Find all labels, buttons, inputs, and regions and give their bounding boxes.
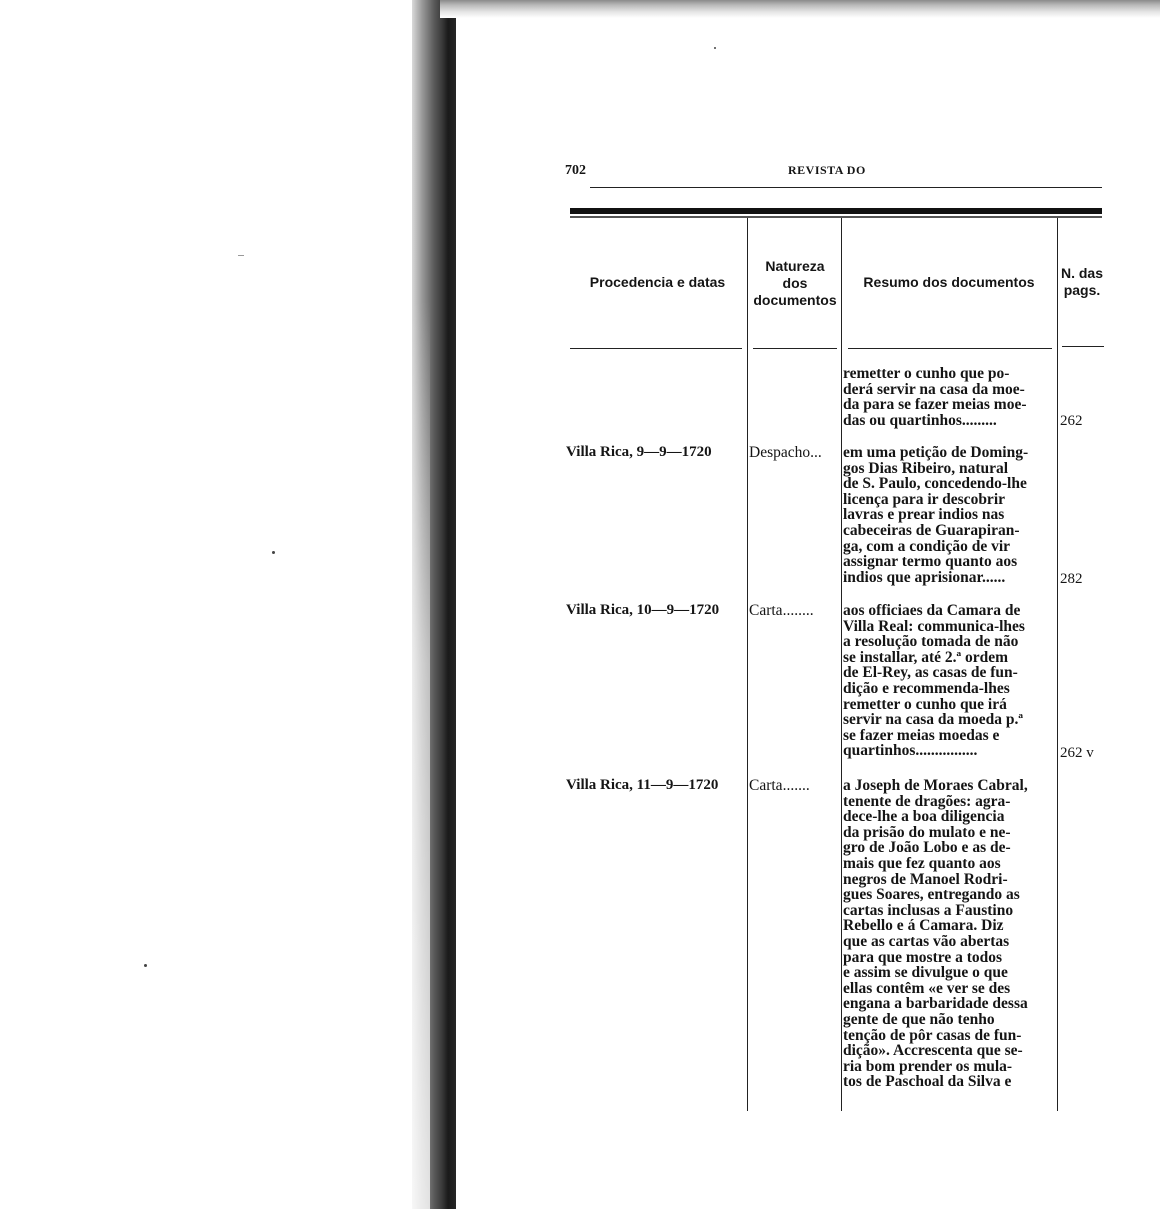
summary-line: cartas inclusas a Faustino	[843, 901, 1014, 919]
document-summary	[843, 366, 1055, 428]
origin-date: Villa Rica, 9—9—1720	[566, 444, 712, 460]
summary-line: gente de que não tenho	[843, 1010, 995, 1028]
summary-line: negros de Manoel Rodri-	[843, 870, 1008, 888]
summary-line: a resolução tomada de não	[843, 633, 1019, 651]
table-top-rule	[570, 208, 1102, 214]
summary-line: aos officiaes da Camara de	[843, 602, 1021, 619]
column-divider	[1057, 218, 1058, 1111]
page-header	[565, 163, 1103, 185]
document-type: Carta........	[749, 602, 814, 619]
summary-line: Villa Real: communica-lhes	[843, 617, 1025, 635]
book-spine-highlight	[412, 300, 430, 1209]
summary-line: assignar termo quanto aos	[843, 553, 1018, 571]
summary-line: indios que aprisionar......	[843, 568, 1006, 586]
summary-line: em uma petição de Doming-	[843, 444, 1029, 461]
column-header-resumo: Resumo dos documentos	[863, 274, 1035, 290]
header-rule	[590, 187, 1102, 188]
summary-line: da prisão do mulato e ne-	[843, 823, 1011, 841]
origin-date: Villa Rica, 10—9—1720	[566, 602, 720, 618]
summary-line: da para se fazer meias moe-	[843, 396, 1027, 414]
column-header-natureza	[749, 258, 841, 309]
header-bottom-rule	[1062, 346, 1104, 347]
summary-line: servir na casa da moeda p.ª	[843, 711, 1024, 729]
summary-line: mais que fez quanto aos	[843, 854, 1001, 872]
summary-line: tenente de dragões: agra-	[843, 792, 1011, 810]
summary-line: tos de Paschoal da Silva e	[843, 1073, 1012, 1091]
summary-line: ellas contêm «e ver se des	[843, 979, 1011, 997]
page-number: 702	[565, 163, 586, 178]
summary-line: dição e recommenda-lhes	[843, 679, 1010, 697]
header-bottom-rule	[848, 348, 1052, 349]
summary-line: de S. Paulo, concedendo-lhe	[843, 475, 1027, 493]
column-divider	[747, 218, 748, 1111]
column-header-line: pags.	[1063, 282, 1101, 298]
page-reference: 262	[1060, 413, 1083, 429]
summary-line: para que mostre a todos	[843, 948, 1003, 966]
document-summary	[843, 778, 1055, 1090]
summary-line: ga, com a condição de vir	[843, 537, 1011, 555]
summary-line: licença para ir descobrir	[843, 490, 1006, 508]
summary-line: tenção de pôr casas de fun-	[843, 1026, 1022, 1044]
column-header-procedencia: Procedencia e datas	[589, 274, 726, 290]
column-header-line: dos	[782, 275, 808, 291]
scan-speck	[144, 964, 147, 967]
header-bottom-rule	[753, 348, 837, 349]
summary-line: das ou quartinhos.........	[843, 411, 997, 429]
origin-date: Villa Rica, 11—9—1720	[566, 777, 719, 793]
running-head: REVISTA DO	[788, 163, 866, 177]
summary-line: lavras e prear indios nas	[843, 506, 1005, 524]
summary-line: derá servir na casa da moe-	[843, 380, 1025, 398]
column-header-line: Natureza	[765, 258, 825, 274]
summary-line: engana a barbaridade dessa	[843, 995, 1028, 1013]
summary-line: gues Soares, entregando as	[843, 886, 1020, 904]
scan-speck	[238, 255, 244, 256]
summary-line: se fazer meias moedas e	[843, 726, 1000, 744]
table-top-rule-shadow	[570, 216, 1102, 218]
document-type: Despacho...	[749, 444, 822, 461]
summary-line: gos Dias Ribeiro, natural	[843, 459, 1009, 477]
summary-line: a Joseph de Moraes Cabral,	[843, 777, 1028, 794]
summary-line: que as cartas vão abertas	[843, 932, 1010, 950]
scan-speck	[272, 551, 275, 554]
summary-line: Rebello e á Camara. Diz	[843, 917, 1004, 935]
document-summary	[843, 445, 1055, 585]
page-top-edge-shadow	[440, 0, 1160, 18]
column-divider	[841, 218, 842, 1111]
summary-line: cabeceiras de Guarapiran-	[843, 521, 1020, 539]
summary-line: e assim se divulgue o que	[843, 964, 1008, 982]
summary-line: quartinhos................	[843, 742, 978, 760]
summary-line: remetter o cunho que irá	[843, 695, 1007, 713]
summary-line: de El-Rey, as casas de fun-	[843, 664, 1018, 682]
page-reference: 262 v	[1060, 745, 1094, 761]
summary-line: remetter o cunho que po-	[843, 365, 1010, 382]
column-header-pags	[1059, 265, 1105, 299]
summary-line: gro de João Lobo e as de-	[843, 839, 1011, 857]
summary-line: se installar, até 2.ª ordem	[843, 648, 1009, 666]
summary-line: dece-lhe a boa diligencia	[843, 808, 1005, 826]
header-bottom-rule	[570, 348, 742, 349]
document-type: Carta.......	[749, 777, 810, 794]
summary-line: dição». Accrescenta que se-	[843, 1042, 1023, 1060]
column-header-line: documentos	[753, 292, 837, 308]
document-summary	[843, 603, 1055, 759]
page-reference: 282	[1060, 571, 1083, 587]
summary-line: ria bom prender os mula-	[843, 1057, 1013, 1075]
scan-speck	[714, 47, 716, 49]
column-header-line: N. das	[1060, 265, 1103, 281]
